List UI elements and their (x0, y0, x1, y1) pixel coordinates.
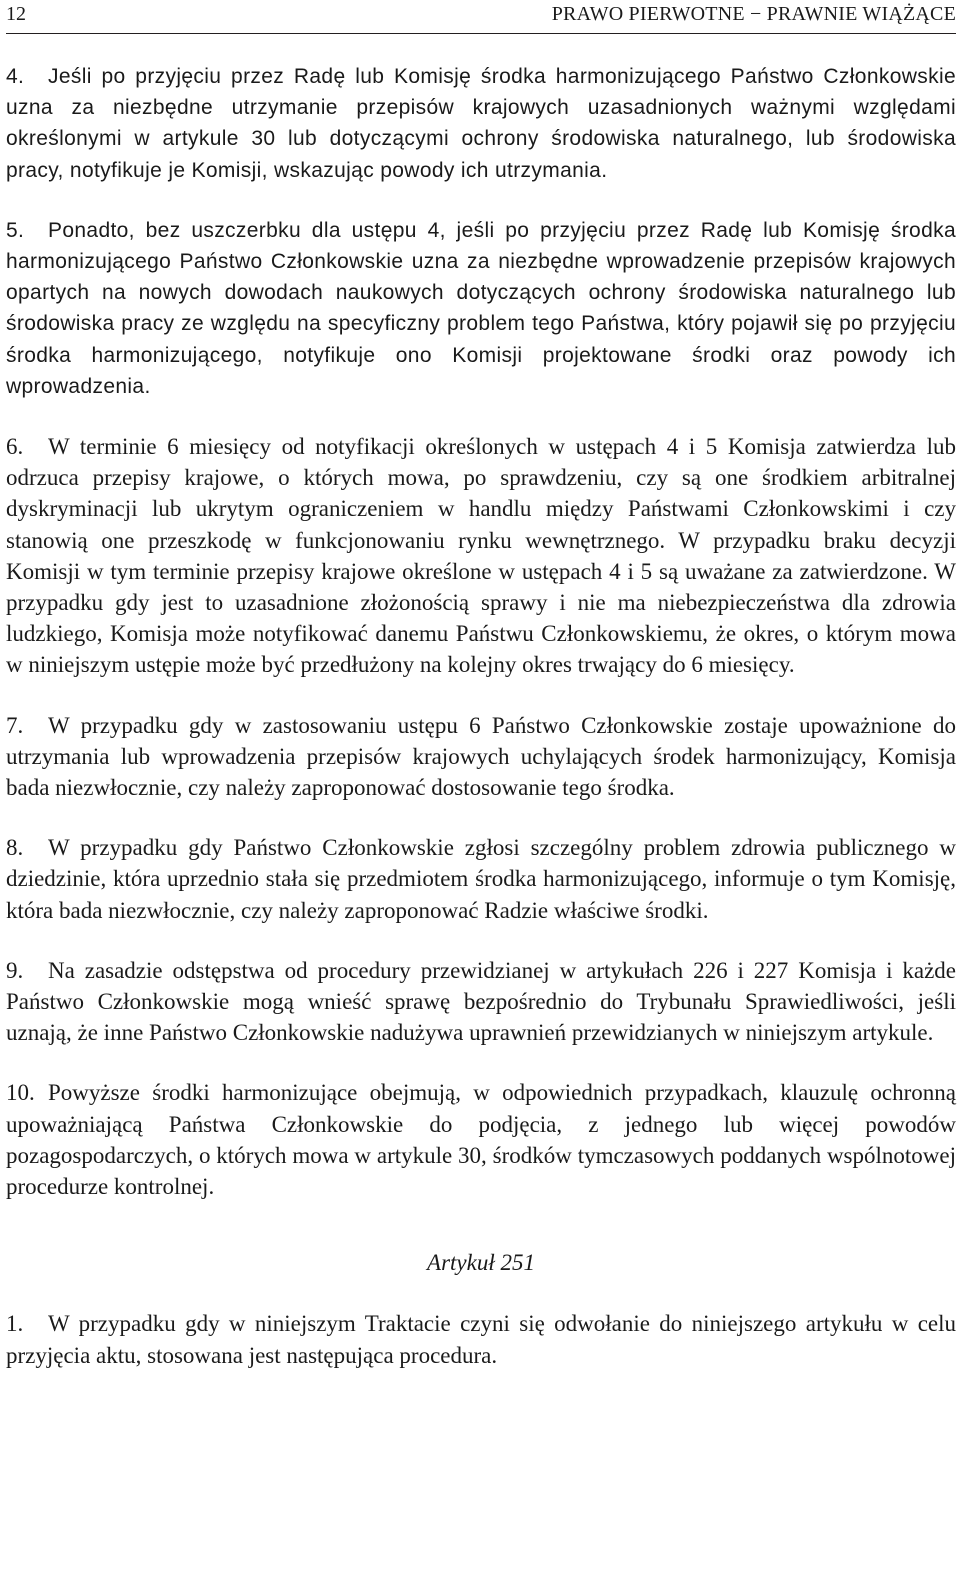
paragraph-text: Powyższe środki harmonizujące obejmują, w odpowiednich przypadkach, klauzulę ochronną upoważniającą Państwa Członkowskie do podjęcia, z jednego lub więcej powodów pozagospodarczych, o których mowa w artykule 30, środków tymczasowych poddanych wspólnotowej procedurze kontrolnej. (6, 1080, 956, 1200)
paragraph-9 (6, 955, 956, 1049)
paragraph-8 (6, 832, 956, 926)
page-number: 12 (6, 3, 26, 25)
paragraph-5 (6, 215, 956, 402)
paragraph-text: W przypadku gdy w zastosowaniu ustępu 6 Państwo Członkowskie zostaje upoważnione do utrzymania lub wprowadzenia przepisów krajowych uchylających środek harmonizujący, Komisja bada niezwłocznie, czy należy zaproponować dostosowanie tego środka. (6, 712, 956, 801)
paragraph-number: 5. (6, 218, 25, 242)
paragraph-text: W przypadku gdy Państwo Członkowskie zgłosi szczególny problem zdrowia publicznego w dziedzinie, która uprzednio stała się przedmiotem środka harmonizującego, informuje o tym Komisję, która bada niezwłocznie, czy należy zaproponować Radzie właściwe środki. (6, 835, 956, 923)
paragraph-number: 4. (6, 65, 25, 88)
paragraph-text: Ponadto, bez uszczerbku dla ustępu 4, jeśli po przyjęciu przez Radę lub Komisję środka harmonizującego Państwo Członkowskie uzna za niezbędne wprowadzenie przepisów krajowych opartych na nowych dowodach naukowych dotyczących ochrony środowiska naturalnego lub środowiska pracy ze względu na specyficzny problem tego Państwa, który pojawił się po przyjęciu środka harmonizującego, notyfikuje ono Komisji projektowane środki oraz powody ich wprowadzenia. (6, 218, 956, 398)
running-head: PRAWO PIERWOTNE − PRAWNIE WIĄŻĄCE (551, 3, 956, 25)
paragraph-6 (6, 431, 956, 681)
paragraph-number: 6. (6, 434, 24, 460)
paragraph-number: 1. (6, 1311, 24, 1337)
paragraph-number: 9. (6, 957, 24, 983)
paragraph-number: 10. (6, 1080, 35, 1106)
paragraph-text: Na zasadzie odstępstwa od procedury przewidzianej w artykułach 226 i 227 Komisja i każde Państwo Członkowskie mogą wnieść sprawę bezpośrednio do Trybunału Sprawiedliwości, jeśli uznają, że inne Państwo Członkowskie nadużywa uprawnień przewidzianych w niniejszym artykule. (6, 957, 956, 1046)
article-paragraph-1 (6, 1308, 956, 1370)
paragraph-number: 7. (6, 712, 24, 738)
paragraph-4 (6, 61, 956, 186)
paragraph-text: W przypadku gdy w niniejszym Traktacie czyni się odwołanie do niniejszego artykułu w celu przyjęcia aktu, stosowana jest następująca procedura. (6, 1311, 956, 1368)
article-heading: Artykuł 251 (427, 1250, 535, 1276)
paragraph-10 (6, 1077, 956, 1202)
paragraph-text: W terminie 6 miesięcy od notyfikacji określonych w ustępach 4 i 5 Komisja zatwierdza lub odrzuca przepisy krajowe, o których mowa, po sprawdzeniu, czy są one środkiem arbitralnej dyskryminacji lub ukrytym ograniczeniem w handlu między Państwami Członkowskimi i czy stanowią one przeszkodę w funkcjonowaniu rynku wewnętrznego. W przypadku braku decyzji Komisji w tym terminie przepisy krajowe określone w ustępach 4 i 5 są uważane za zatwierdzone. W przypadku gdy jest to uzasadnione złożonością sprawy i nie ma niebezpieczeństwa dla zdrowia ludzkiego, Komisja może notyfikować danemu Państwu Członkowskiemu, że okres, o którym mowa w niniejszym ustępie może być przedłużony na kolejny okres trwający do 6 miesięcy. (6, 434, 956, 678)
page-header (6, 0, 956, 34)
document-body (6, 61, 956, 1371)
document-page (6, 0, 956, 1400)
paragraph-text: Jeśli po przyjęciu przez Radę lub Komisję środka harmonizującego Państwo Członkowskie uzna za niezbędne utrzymanie przepisów krajowych uzasadnionych ważnymi względami określonymi w artykule 30 lub dotyczącymi ochrony środowiska naturalnego, lub środowiska pracy, notyfikuje je Komisji, wskazując powody ich utrzymania. (6, 65, 956, 182)
paragraph-number: 8. (6, 835, 24, 861)
paragraph-7 (6, 710, 956, 804)
